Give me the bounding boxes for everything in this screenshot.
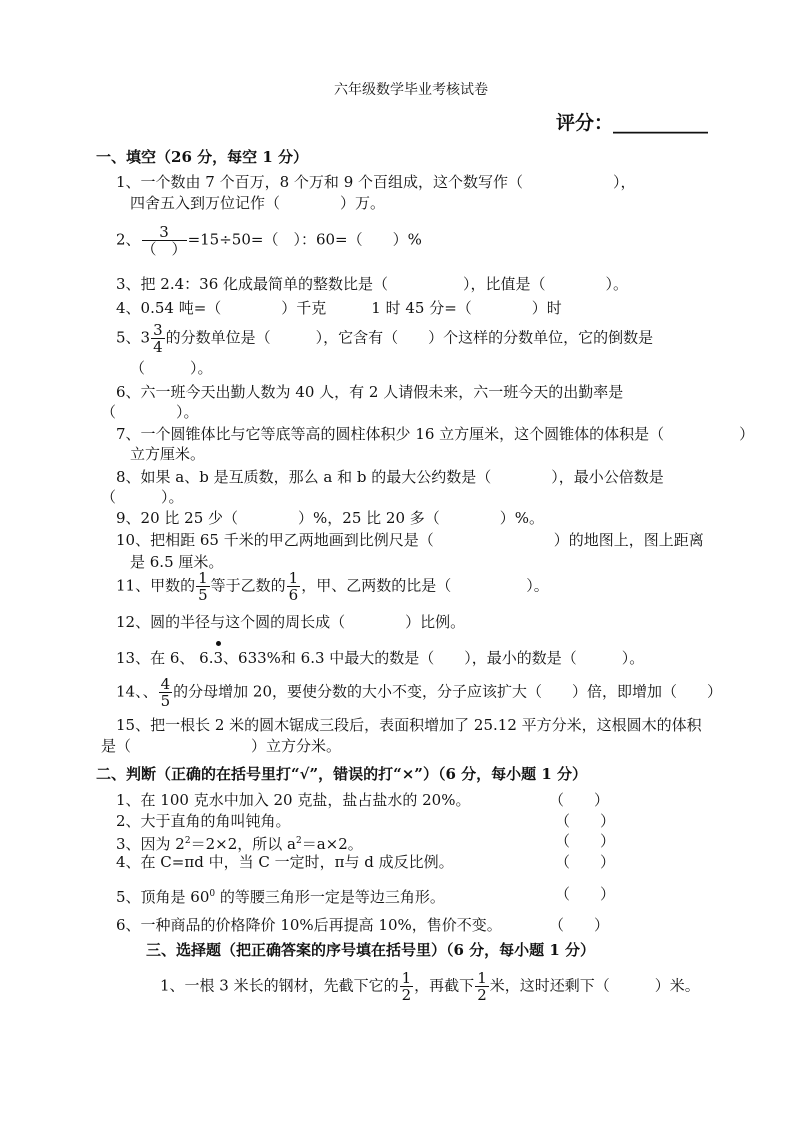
judge-bracket-6[interactable]: （ ） bbox=[549, 916, 610, 934]
question-11-fraction-2 bbox=[287, 570, 301, 603]
fraction-numerator: 1 bbox=[401, 969, 412, 987]
question-10-line2: 是 6.5 厘米。 bbox=[130, 553, 224, 571]
fraction-denominator: 2 bbox=[401, 986, 412, 1004]
question-13 bbox=[116, 648, 644, 668]
fraction-numerator: 1 bbox=[288, 569, 299, 587]
choice-question-1-mid: ，再截下 bbox=[414, 976, 475, 995]
question-11-prefix: 11、甲数的 bbox=[116, 576, 196, 595]
fraction-denominator: 6 bbox=[288, 586, 299, 604]
question-5-rest: 的分数单位是（ ），它含有（ ）个这样的分数单位，它的倒数是 bbox=[165, 328, 654, 347]
judge-bracket-1[interactable]: （ ） bbox=[549, 791, 610, 809]
question-12: 12、圆的半径与这个圆的周长成（ ）比例。 bbox=[116, 613, 466, 631]
section1-heading: 一、填空（26 分，每空 1 分） bbox=[96, 148, 308, 166]
question-4: 4、0.54 吨=（ ）千克 1 时 45 分=（ ）时 bbox=[116, 299, 562, 317]
judge-item-5 bbox=[116, 884, 445, 907]
judge-item-5-a: 5、顶角是 60 bbox=[116, 888, 210, 906]
choice-question-1-prefix: 1、一根 3 米长的钢材，先截下它的 bbox=[160, 976, 399, 995]
judge-bracket-3[interactable]: （ ） bbox=[555, 832, 616, 850]
judge-item-2: 2、大于直角的角叫钝角。 bbox=[116, 812, 291, 830]
question-13-prefix: 13、在 6、 6. bbox=[116, 649, 214, 667]
score-blank: __________ bbox=[613, 112, 709, 134]
question-6-line1: 6、六一班今天出勤人数为 40 人，有 2 人请假未来，六一班今天的出勤率是 bbox=[116, 383, 624, 401]
fraction-denominator: 2 bbox=[477, 986, 487, 1004]
page-title: 六年级数学毕业考核试卷 bbox=[334, 82, 488, 98]
question-5 bbox=[116, 322, 653, 355]
question-2 bbox=[116, 224, 422, 257]
judge-item-5-b: 的等腰三角形一定是等边三角形。 bbox=[215, 888, 445, 906]
fraction-numerator: 1 bbox=[198, 569, 208, 587]
score-label-text: 评分： bbox=[556, 112, 614, 134]
question-11-fraction-1 bbox=[196, 570, 210, 603]
question-7-line1: 7、一个圆锥体比与它等底等高的圆柱体积少 16 立方厘米，这个圆锥体的体积是（ ） bbox=[116, 425, 755, 443]
question-14 bbox=[116, 676, 722, 709]
fraction-denominator: （ ） bbox=[141, 240, 187, 258]
choice-question-1-rest: 米，这时还剩下（ ）米。 bbox=[489, 976, 700, 995]
question-1-line1: 1、一个数由 7 个百万，8 个万和 9 个百组成，这个数写作（ ）， bbox=[116, 173, 636, 191]
question-5-line2: （ ）。 bbox=[130, 359, 213, 377]
fraction-numerator: 3 bbox=[142, 224, 187, 241]
question-2-rest: =15÷50=（ ）：60=（ ）% bbox=[187, 230, 422, 249]
judge-item-4: 4、在 C=πd 中，当 C 一定时，π与 d 成反比例。 bbox=[116, 853, 454, 871]
fraction-denominator: 5 bbox=[160, 692, 171, 710]
question-8-line2: （ ）。 bbox=[101, 488, 184, 506]
question-15-line1: 15、把一根长 2 米的圆木锯成三段后，表面积增加了 25.12 平方分米，这根圆木的体积 bbox=[116, 716, 702, 734]
question-11 bbox=[116, 570, 549, 603]
question-6-line2: （ ）。 bbox=[101, 403, 199, 421]
choice-question-1-fraction-1 bbox=[400, 970, 414, 1003]
judge-item-3-a: 3、因为 2 bbox=[116, 835, 185, 853]
judge-item-1: 1、在 100 克水中加入 20 克盐，盐占盐水的 20%。 bbox=[116, 791, 471, 809]
superscript: 2 bbox=[184, 836, 191, 846]
judge-item-3 bbox=[116, 831, 363, 854]
repeating-decimal-digit: 3 bbox=[213, 649, 224, 667]
question-2-fraction bbox=[142, 224, 187, 257]
fraction-numerator: 3 bbox=[153, 321, 163, 339]
question-5-fraction bbox=[151, 322, 165, 355]
question-14-rest: 的分母增加 20，要使分数的大小不变，分子应该扩大（ ）倍，即增加（ ） bbox=[173, 682, 722, 701]
fraction-numerator: 1 bbox=[477, 969, 487, 987]
question-14-prefix: 14、、 bbox=[116, 682, 158, 701]
question-8-line1: 8、如果 a、b 是互质数，那么 a 和 b 的最大公约数是（ ），最小公倍数是 bbox=[116, 468, 664, 486]
score-label bbox=[556, 110, 708, 136]
question-1-line2: 四舍五入到万位记作（ ）万。 bbox=[130, 194, 386, 212]
fraction-numerator: 4 bbox=[160, 675, 171, 693]
section3-heading: 三、选择题（把正确答案的序号填在括号里）（6 分，每小题 1 分） bbox=[146, 941, 596, 959]
superscript: 0 bbox=[209, 889, 216, 899]
choice-question-1 bbox=[160, 970, 700, 1003]
fraction-denominator: 4 bbox=[153, 338, 163, 356]
choice-question-1-fraction-2 bbox=[475, 970, 489, 1003]
question-11-mid: 等于乙数的 bbox=[210, 576, 286, 595]
question-5-prefix: 5、3 bbox=[116, 328, 151, 347]
question-15-line2: 是（ ）立方分米。 bbox=[101, 737, 342, 755]
question-13-rest: 、633%和 6.3 中最大的数是（ ），最小的数是（ ）。 bbox=[223, 649, 645, 667]
question-11-rest: ，甲、乙两数的比是（ ）。 bbox=[301, 576, 549, 595]
question-3: 3、把 2.4：36 化成最简单的整数比是（ ），比值是（ ）。 bbox=[116, 275, 629, 293]
fraction-denominator: 5 bbox=[198, 586, 208, 604]
question-7-line2: 立方厘米。 bbox=[130, 445, 206, 463]
judge-item-6: 6、一种商品的价格降价 10%后再提高 10%，售价不变。 bbox=[116, 916, 502, 934]
superscript: 2 bbox=[295, 836, 302, 846]
section2-heading: 二、判断（正确的在括号里打“√”，错误的打“×”）（6 分，每小题 1 分） bbox=[96, 765, 587, 783]
judge-bracket-5[interactable]: （ ） bbox=[555, 885, 616, 903]
question-2-prefix: 2、 bbox=[116, 230, 141, 249]
question-9: 9、20 比 25 少（ ）%，25 比 20 多（ ）%。 bbox=[116, 509, 545, 527]
question-10-line1: 10、把相距 65 千米的甲乙两地画到比例尺是（ ）的地图上，图上距离 bbox=[116, 531, 704, 549]
judge-bracket-4[interactable]: （ ） bbox=[555, 853, 616, 871]
judge-item-3-c: ＝a×2。 bbox=[301, 835, 363, 853]
judge-item-3-b: ＝2×2，所以 a bbox=[190, 835, 296, 853]
judge-bracket-2[interactable]: （ ） bbox=[555, 812, 616, 830]
question-14-fraction bbox=[159, 676, 173, 709]
